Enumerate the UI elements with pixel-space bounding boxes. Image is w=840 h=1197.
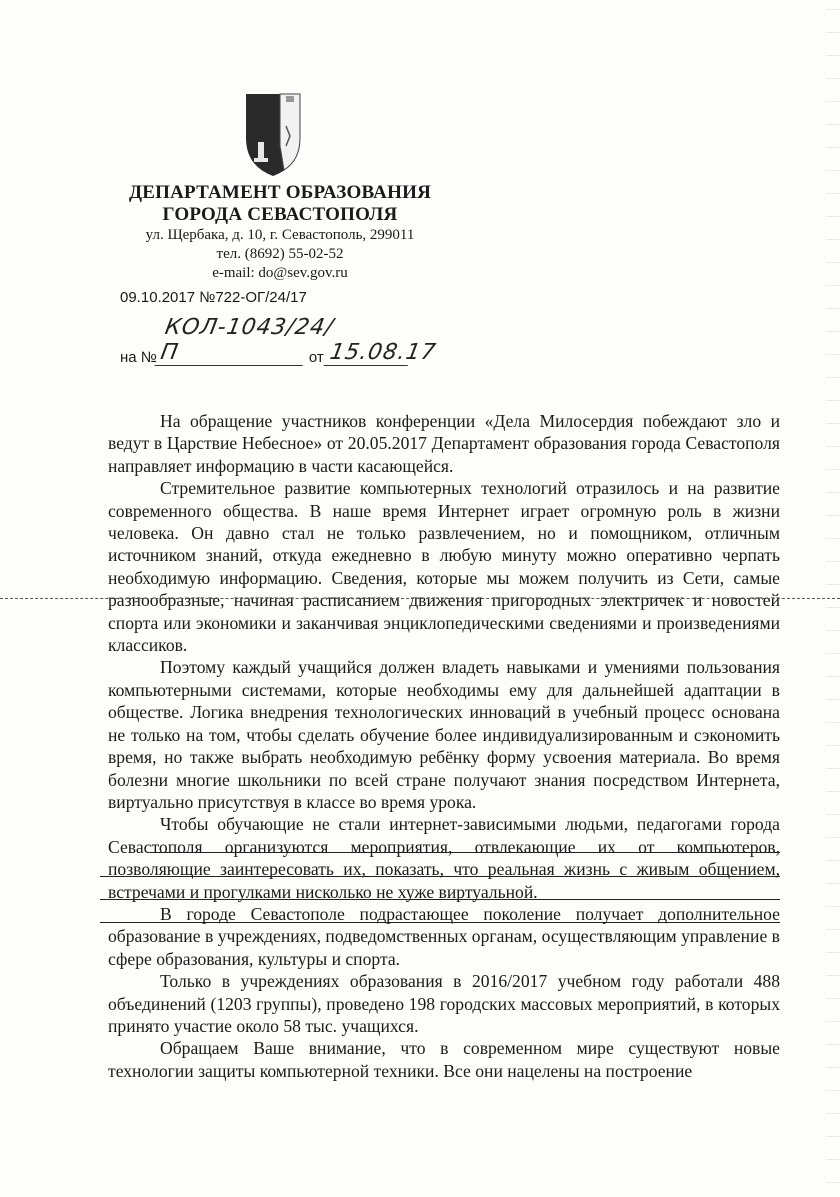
letter-body <box>108 410 780 1082</box>
ref-mid: от <box>308 349 324 366</box>
pen-underline <box>100 876 780 877</box>
paragraph: Обращаем Ваше внимание, что в современном мире существуют новые технологии защиты компьютерной техники. Все они нацелены на построение <box>108 1038 780 1081</box>
outgoing-number: 09.10.2017 №722-ОГ/24/17 <box>120 289 307 306</box>
org-name-line2: ГОРОДА СЕВАСТОПОЛЯ <box>162 204 398 225</box>
scan-fold-line <box>0 598 840 599</box>
letterhead <box>0 182 560 283</box>
org-address: ул. Щербака, д. 10, г. Севастополь, 299011 <box>145 227 415 243</box>
pen-underline <box>150 852 780 853</box>
org-name-line1: ДЕПАРТАМЕНТ ОБРАЗОВАНИЯ <box>129 182 431 203</box>
sevastopol-coat-of-arms-icon <box>240 86 306 178</box>
ref-number-handwritten: КОЛ-1043/24/П <box>154 315 311 366</box>
pen-underline <box>100 899 780 900</box>
paragraph: Только в учреждениях образования в 2016/2017 учебном году работали 488 объединений (1203 группы), проведено 198 городских массовых мероприятий, в которых принято участие около 58 тыс. учащихся. <box>108 971 780 1036</box>
paragraph-highlighted: Чтобы обучающие не стали интернет-зависимыми людьми, педагогами города Севастополя организуются мероприятия, отвлекающие их от компьютеров, позволяющие заинтересовать их, показать, что реальная жизнь с живым общением, встречами и прогулками нисколько не хуже виртуальной. <box>108 814 780 902</box>
org-email: e-mail: do@sev.gov.ru <box>212 265 348 281</box>
paragraph: Поэтому каждый учащийся должен владеть навыками и умениями пользования компьютерными системами, которые необходимы ему для дальнейшей адаптации в обществе. Логика внедрения технологических инноваций в учебный процесс основана не только на том, чтобы сделать обучение более индивидуализированным и сэкономить время, но также выбрать необходимую ребёнку форму усвоения материала. Во время болезни многие школьники по всей стране получают знания посредством Интернета, виртуально присутствуя в классе во время урока. <box>108 657 780 812</box>
org-phone: тел. (8692) 55-02-52 <box>216 246 344 262</box>
reference-line <box>120 315 439 366</box>
ref-date-handwritten: 15.08.17 <box>323 340 412 366</box>
paragraph: Стремительное развитие компьютерных технологий отразилось и на развитие современного общества. В наше время Интернет играет огромную роль в жизни человека. Он давно стал не только развлечением, но и помощником, отличным источником знаний, откуда ежедневно в любую минуту можно оперативно черпать необходимую информацию. Сведения, которые мы можем получить из Сети, самые разнообразные, начиная расписанием движения пригородных электричек и новостей спорта или экономики и заканчивая энциклопедическими сведениями и произведениями классиков. <box>108 478 780 656</box>
paragraph: В городе Севастополе подрастающее поколение получает дополнительное образование в учреждениях, подведомственных органам, осуществляющим управление в сфере образования, культуры и спорта. <box>108 903 780 969</box>
pen-underline <box>100 922 780 923</box>
ref-prefix: на № <box>120 349 157 366</box>
paragraph: На обращение участников конференции «Дела Милосердия побеждают зло и ведут в Царствие Небесное» от 20.05.2017 Департамент образования города Севастополя направляет информацию в части касающейся. <box>108 411 780 476</box>
